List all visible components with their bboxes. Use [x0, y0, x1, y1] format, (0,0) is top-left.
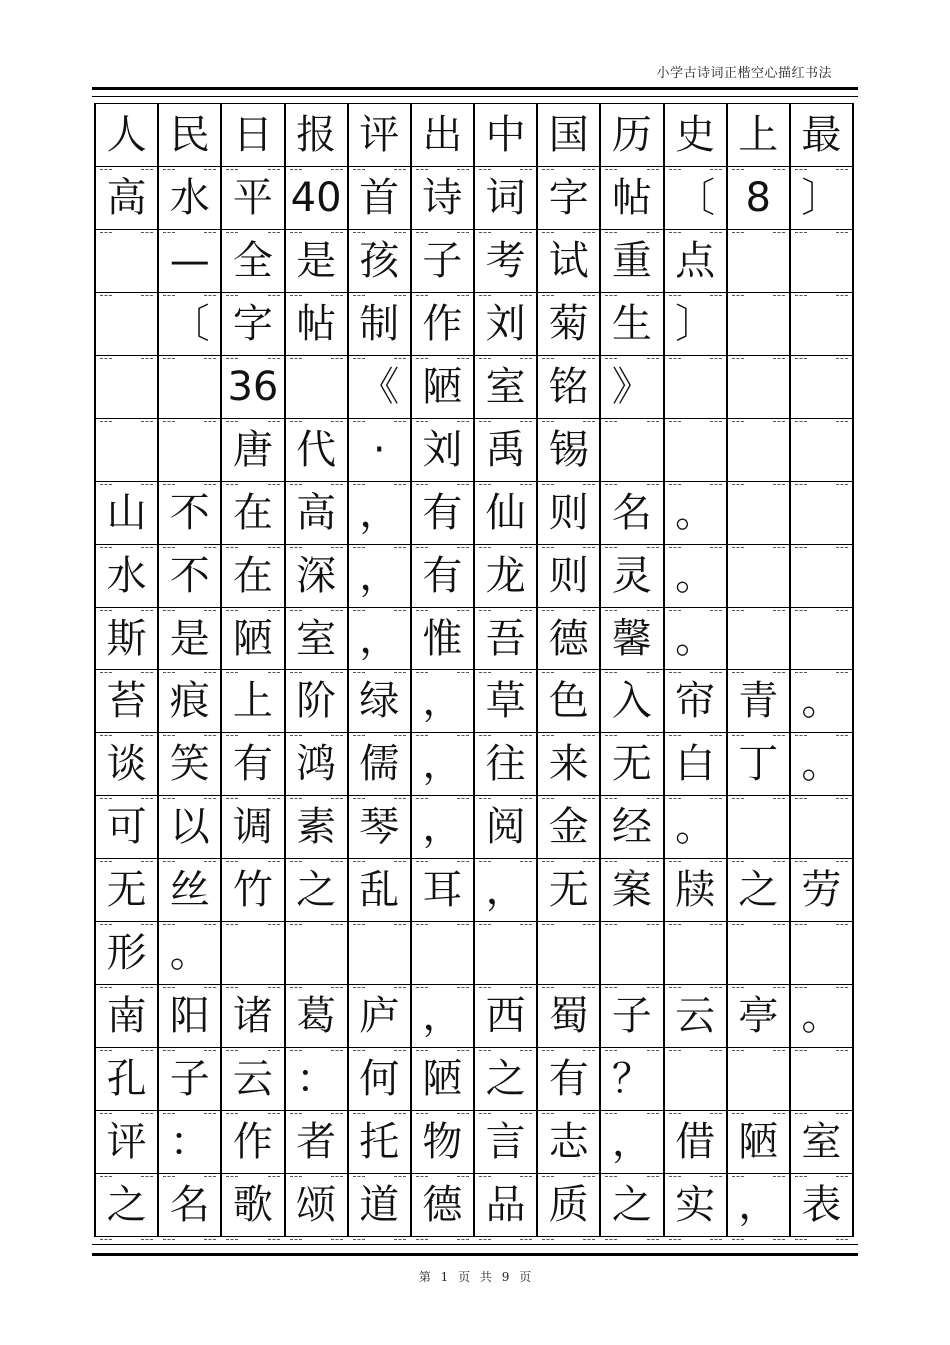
grid-cell: 斯 — [96, 608, 159, 671]
grid-cell: ， — [728, 1174, 791, 1237]
grid-cell: 。 — [791, 670, 854, 733]
grid-cell: 帖 — [286, 293, 349, 356]
grid-cell: 。 — [665, 545, 728, 608]
grid-cell: 室 — [286, 608, 349, 671]
grid-cell: 质 — [538, 1174, 601, 1237]
grid-cell: ， — [349, 608, 412, 671]
grid-cell: 锡 — [538, 419, 601, 482]
header-title: 小学古诗词正楷空心描红书法 — [656, 66, 832, 81]
grid-cell: 刘 — [412, 419, 475, 482]
grid-cell: ， — [412, 985, 475, 1048]
grid-cell: 道 — [349, 1174, 412, 1237]
grid-cell: 草 — [475, 670, 538, 733]
grid-cell: 表 — [791, 1174, 854, 1237]
grid-cell: 首 — [349, 167, 412, 230]
grid-cell: ， — [412, 796, 475, 859]
grid-cell — [538, 922, 601, 985]
grid-cell: 者 — [286, 1111, 349, 1174]
grid-cell: 字 — [538, 167, 601, 230]
grid-cell: 最 — [791, 104, 854, 167]
grid-cell — [728, 482, 791, 545]
grid-cell: 德 — [412, 1174, 475, 1237]
grid-cell: 色 — [538, 670, 601, 733]
grid-cell: 有 — [538, 1048, 601, 1111]
grid-cell — [665, 1048, 728, 1111]
grid-cell: — — [159, 230, 222, 293]
grid-cell: 则 — [538, 482, 601, 545]
grid-cell — [601, 419, 664, 482]
grid-cell: 托 — [349, 1111, 412, 1174]
grid-cell: 南 — [96, 985, 159, 1048]
grid-cell: 高 — [286, 482, 349, 545]
grid-cell: 子 — [601, 985, 664, 1048]
grid-cell: 高 — [96, 167, 159, 230]
grid-cell: 子 — [412, 230, 475, 293]
grid-cell — [159, 419, 222, 482]
grid-cell: 40 — [286, 167, 349, 230]
grid-cell — [791, 922, 854, 985]
grid-cell: 之 — [475, 1048, 538, 1111]
grid-cell: 。 — [665, 796, 728, 859]
grid-cell: 何 — [349, 1048, 412, 1111]
grid-cell: 言 — [475, 1111, 538, 1174]
grid-cell: 》 — [601, 356, 664, 419]
grid-cell — [159, 356, 222, 419]
grid-cell: 人 — [96, 104, 159, 167]
grid-cell: 日 — [222, 104, 285, 167]
grid-cell: 点 — [665, 230, 728, 293]
grid-cell: 词 — [475, 167, 538, 230]
grid-cell: 考 — [475, 230, 538, 293]
grid-cell: 品 — [475, 1174, 538, 1237]
grid-cell: 试 — [538, 230, 601, 293]
grid-cell — [728, 230, 791, 293]
grid-cell: 吾 — [475, 608, 538, 671]
grid-cell: 阅 — [475, 796, 538, 859]
grid-cell — [791, 608, 854, 671]
grid-cell: 禹 — [475, 419, 538, 482]
grid-cell: 白 — [665, 733, 728, 796]
grid-cell: 阶 — [286, 670, 349, 733]
top-rule-thin — [92, 96, 858, 97]
grid-cell: 竹 — [222, 859, 285, 922]
bottom-rule-thick — [92, 1253, 858, 1256]
grid-cell — [728, 545, 791, 608]
grid-cell: 史 — [665, 104, 728, 167]
grid-cell: ， — [349, 545, 412, 608]
grid-cell: 苔 — [96, 670, 159, 733]
grid-cell: 云 — [222, 1048, 285, 1111]
grid-cell: 实 — [665, 1174, 728, 1237]
grid-cell: 。 — [791, 985, 854, 1048]
grid-cell: ， — [601, 1111, 664, 1174]
grid-cell: ： — [286, 1048, 349, 1111]
grid-cell: 深 — [286, 545, 349, 608]
grid-cell: 〕 — [791, 167, 854, 230]
grid-cell: 志 — [538, 1111, 601, 1174]
grid-cell: 素 — [286, 796, 349, 859]
top-rule-thick — [92, 87, 858, 90]
grid-cell: 以 — [159, 796, 222, 859]
grid-cell — [286, 922, 349, 985]
grid-cell: 物 — [412, 1111, 475, 1174]
grid-cell: 山 — [96, 482, 159, 545]
grid-cell: 《 — [349, 356, 412, 419]
grid-cell: 国 — [538, 104, 601, 167]
grid-cell: 案 — [601, 859, 664, 922]
grid-cell — [791, 796, 854, 859]
grid-cell: 无 — [96, 859, 159, 922]
grid-cell — [728, 293, 791, 356]
grid-cell — [791, 356, 854, 419]
grid-cell: 之 — [96, 1174, 159, 1237]
grid-cell: 惟 — [412, 608, 475, 671]
page-footer: 第 1 页 共 9 页 — [418, 1270, 532, 1284]
calligraphy-grid — [94, 103, 854, 1237]
grid-cell: 〔 — [159, 293, 222, 356]
grid-cell: 字 — [222, 293, 285, 356]
grid-cell: ， — [412, 670, 475, 733]
grid-cell: 铭 — [538, 356, 601, 419]
grid-cell: 耳 — [412, 859, 475, 922]
grid-cell: 儒 — [349, 733, 412, 796]
grid-cell: 有 — [412, 545, 475, 608]
grid-cell — [475, 922, 538, 985]
grid-cell: 8 — [728, 167, 791, 230]
grid-cell: 可 — [96, 796, 159, 859]
grid-cell: ， — [475, 859, 538, 922]
grid-cell — [96, 356, 159, 419]
grid-cell: 作 — [412, 293, 475, 356]
grid-cell: 琴 — [349, 796, 412, 859]
grid-cell: 名 — [601, 482, 664, 545]
grid-cell: 阳 — [159, 985, 222, 1048]
grid-cell: 有 — [412, 482, 475, 545]
grid-cell: 水 — [159, 167, 222, 230]
grid-cell: 陋 — [222, 608, 285, 671]
grid-cell: 在 — [222, 545, 285, 608]
grid-cell: ， — [412, 733, 475, 796]
grid-cell: 民 — [159, 104, 222, 167]
grid-cell: 水 — [96, 545, 159, 608]
grid-cell: 出 — [412, 104, 475, 167]
grid-cell — [791, 419, 854, 482]
grid-cell: ， — [349, 482, 412, 545]
grid-cell: 上 — [728, 104, 791, 167]
grid-cell: 云 — [665, 985, 728, 1048]
grid-cell: 不 — [159, 482, 222, 545]
grid-cell: 不 — [159, 545, 222, 608]
grid-cell: 菊 — [538, 293, 601, 356]
grid-cell: 。 — [791, 733, 854, 796]
grid-cell — [728, 796, 791, 859]
grid-cell — [222, 922, 285, 985]
grid-cell: 痕 — [159, 670, 222, 733]
grid-cell: 之 — [286, 859, 349, 922]
grid-cell: 笑 — [159, 733, 222, 796]
grid-cell: 陋 — [728, 1111, 791, 1174]
grid-cell: 丁 — [728, 733, 791, 796]
grid-cell: 劳 — [791, 859, 854, 922]
grid-cell: 调 — [222, 796, 285, 859]
grid-cell: 牍 — [665, 859, 728, 922]
grid-cell: 中 — [475, 104, 538, 167]
grid-cell: 金 — [538, 796, 601, 859]
grid-cell — [665, 419, 728, 482]
grid-cell: 葛 — [286, 985, 349, 1048]
grid-cell: 在 — [222, 482, 285, 545]
grid-cell: 诸 — [222, 985, 285, 1048]
grid-cell — [412, 922, 475, 985]
grid-cell: 无 — [601, 733, 664, 796]
grid-cell — [791, 230, 854, 293]
grid-cell: 评 — [96, 1111, 159, 1174]
grid-cell: 借 — [665, 1111, 728, 1174]
grid-cell: 青 — [728, 670, 791, 733]
grid-cell: 无 — [538, 859, 601, 922]
grid-cell: 。 — [159, 922, 222, 985]
grid-cell — [96, 293, 159, 356]
grid-cell: 子 — [159, 1048, 222, 1111]
grid-cell: 丝 — [159, 859, 222, 922]
grid-cell: 平 — [222, 167, 285, 230]
grid-cell: 西 — [475, 985, 538, 1048]
grid-cell — [728, 922, 791, 985]
grid-cell: 。 — [665, 482, 728, 545]
grid-cell: 德 — [538, 608, 601, 671]
grid-cell — [665, 922, 728, 985]
grid-cell — [96, 419, 159, 482]
grid-cell — [601, 922, 664, 985]
grid-cell: 。 — [665, 608, 728, 671]
grid-cell: 制 — [349, 293, 412, 356]
grid-cell: 入 — [601, 670, 664, 733]
grid-cell: 帘 — [665, 670, 728, 733]
grid-cell: 之 — [601, 1174, 664, 1237]
grid-cell: 陋 — [412, 356, 475, 419]
grid-cell: 历 — [601, 104, 664, 167]
grid-cell: ？ — [601, 1048, 664, 1111]
grid-cell: 作 — [222, 1111, 285, 1174]
grid-cell: 经 — [601, 796, 664, 859]
grid-cell: 〕 — [665, 293, 728, 356]
grid-cell: 室 — [791, 1111, 854, 1174]
grid-cell: 仙 — [475, 482, 538, 545]
grid-cell: 帖 — [601, 167, 664, 230]
grid-cell: 形 — [96, 922, 159, 985]
grid-cell: 绿 — [349, 670, 412, 733]
bottom-rule-thin — [92, 1244, 858, 1245]
grid-cell: 名 — [159, 1174, 222, 1237]
grid-cell: 唐 — [222, 419, 285, 482]
grid-cell — [286, 356, 349, 419]
grid-cell: 〔 — [665, 167, 728, 230]
grid-cell — [791, 293, 854, 356]
grid-cell: 龙 — [475, 545, 538, 608]
grid-cell: 室 — [475, 356, 538, 419]
grid-cell: 庐 — [349, 985, 412, 1048]
grid-cell — [728, 1048, 791, 1111]
grid-cell: 评 — [349, 104, 412, 167]
grid-cell: 报 — [286, 104, 349, 167]
grid-cell: 有 — [222, 733, 285, 796]
grid-cell: 上 — [222, 670, 285, 733]
grid-cell: 孩 — [349, 230, 412, 293]
grid-cell — [728, 356, 791, 419]
grid-cell — [349, 922, 412, 985]
grid-cell: 歌 — [222, 1174, 285, 1237]
grid-cell: 则 — [538, 545, 601, 608]
grid-cell — [96, 230, 159, 293]
grid-cell — [728, 419, 791, 482]
grid-cell: 诗 — [412, 167, 475, 230]
grid-cell: 鸿 — [286, 733, 349, 796]
grid-cell: 重 — [601, 230, 664, 293]
grid-cell: 蜀 — [538, 985, 601, 1048]
grid-cell: 馨 — [601, 608, 664, 671]
grid-cell: 是 — [159, 608, 222, 671]
grid-cell: 36 — [222, 356, 285, 419]
grid-cell: 陋 — [412, 1048, 475, 1111]
grid-cell: 之 — [728, 859, 791, 922]
grid-cell: 往 — [475, 733, 538, 796]
grid-cell — [791, 1048, 854, 1111]
grid-cell: ： — [159, 1111, 222, 1174]
grid-cell: 刘 — [475, 293, 538, 356]
grid-cell: 生 — [601, 293, 664, 356]
grid-cell — [665, 356, 728, 419]
grid-cell: 灵 — [601, 545, 664, 608]
grid-cell: 孔 — [96, 1048, 159, 1111]
grid-cell: 代 — [286, 419, 349, 482]
grid-cell: 来 — [538, 733, 601, 796]
grid-cell — [791, 545, 854, 608]
grid-cell: · — [349, 419, 412, 482]
grid-cell: 是 — [286, 230, 349, 293]
grid-cell: 全 — [222, 230, 285, 293]
grid-cell: 颂 — [286, 1174, 349, 1237]
grid-cell: 谈 — [96, 733, 159, 796]
grid-cell — [791, 482, 854, 545]
grid-cell — [728, 608, 791, 671]
grid-cell: 亭 — [728, 985, 791, 1048]
grid-cell: 乱 — [349, 859, 412, 922]
